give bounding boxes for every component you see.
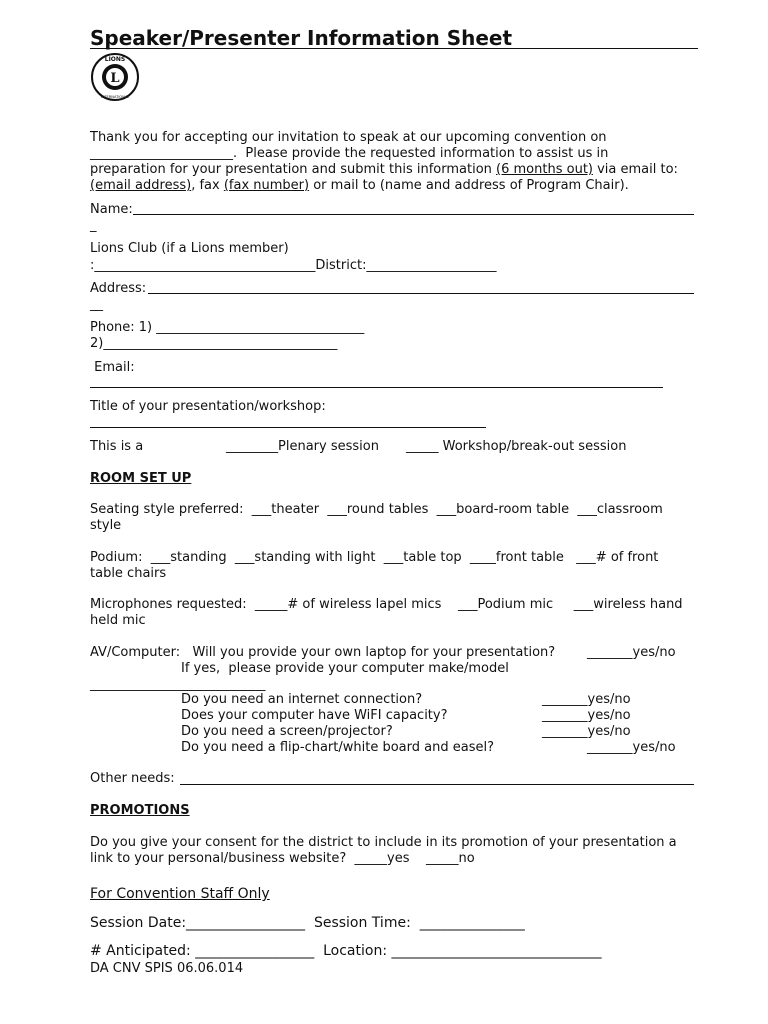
email-field[interactable] <box>90 387 663 388</box>
seating-style-options[interactable]: Seating style preferred: ___theater ___round tables ___board-room table ___classroom <box>90 502 663 517</box>
phone-2-field[interactable]: 2)____________________________________ <box>90 336 338 351</box>
intro-line-3: preparation for your presentation and submit this information (6 months out) via email to: <box>90 162 678 177</box>
session-type-label: This is a <box>90 439 144 454</box>
club-district-field[interactable]: :__________________________________District:____________________ <box>90 258 497 273</box>
wifi-question: Does your computer have WiFI capacity? <box>181 708 448 723</box>
club-label: Lions Club (if a Lions member) <box>90 241 289 256</box>
seating-style-wrap: style <box>90 518 122 533</box>
computer-model-question: If yes, please provide your computer make/model <box>181 661 509 676</box>
name-field-wrap: _ <box>90 218 97 233</box>
intro-line-4: (email address), fax (fax number) or mail to (name and address of Program Chair). <box>90 178 629 193</box>
av-laptop-answer[interactable]: _______yes/no <box>587 645 676 660</box>
microphone-options-wrap: held mic <box>90 613 146 628</box>
other-needs-label: Other needs: <box>90 771 179 786</box>
flipchart-answer[interactable]: _______yes/no <box>587 740 676 755</box>
staff-only-heading: For Convention Staff Only <box>90 886 270 902</box>
intro-line-2[interactable]: ______________________. Please provide the requested information to assist us in <box>90 146 609 161</box>
address-field[interactable] <box>148 293 694 294</box>
promotions-consent-options[interactable]: link to your personal/business website? _____yes _____no <box>90 851 475 866</box>
internet-question: Do you need an internet connection? <box>181 692 423 707</box>
other-needs-field[interactable] <box>180 784 694 785</box>
computer-model-field[interactable]: ___________________________ <box>90 677 266 692</box>
av-laptop-question: AV/Computer: Will you provide your own laptop for your presentation? <box>90 645 556 660</box>
page-title: Speaker/Presenter Information Sheet <box>90 26 513 50</box>
session-date-time-fields[interactable]: Session Date:_________________ Session Time: _______________ <box>90 915 525 931</box>
promotions-heading: PROMOTIONS <box>90 803 190 818</box>
promotions-question: Do you give your consent for the district to include in its promotion of your presentation a <box>90 835 677 850</box>
address-label: Address: <box>90 281 147 296</box>
flipchart-question: Do you need a flip-chart/white board and easel? <box>181 740 494 755</box>
podium-options[interactable]: Podium: ___standing ___standing with light ___table top ____front table ___# of front <box>90 550 659 565</box>
internet-answer[interactable]: _______yes/no <box>542 692 631 707</box>
podium-options-wrap: table chairs <box>90 566 167 581</box>
presentation-title-label: Title of your presentation/workshop: <box>90 399 326 414</box>
room-setup-heading: ROOM SET UP <box>90 471 192 486</box>
title-underline <box>90 48 698 49</box>
lions-logo-icon <box>90 52 140 102</box>
address-field-wrap: __ <box>90 297 103 312</box>
name-field[interactable] <box>133 214 694 215</box>
form-code: DA CNV SPIS 06.06.014 <box>90 961 244 976</box>
logo-text-top: LIONS <box>104 56 126 63</box>
workshop-session-option[interactable]: _____ Workshop/break-out session <box>406 439 627 454</box>
projector-question: Do you need a screen/projector? <box>181 724 393 739</box>
wifi-answer[interactable]: _______yes/no <box>542 708 631 723</box>
logo-letter: L <box>110 71 120 86</box>
projector-answer[interactable]: _______yes/no <box>542 724 631 739</box>
anticipated-location-fields[interactable]: # Anticipated: _________________ Location: ______________________________ <box>90 943 602 959</box>
email-label: Email: <box>90 360 135 375</box>
microphone-options[interactable]: Microphones requested: _____# of wireless lapel mics ___Podium mic ___wireless hand <box>90 597 683 612</box>
presentation-title-field[interactable] <box>90 427 486 428</box>
name-label: Name: <box>90 202 133 217</box>
plenary-session-option[interactable]: ________Plenary session <box>226 439 379 454</box>
logo-text-bottom: INTERNATIONAL <box>100 95 130 99</box>
phone-1-field[interactable]: Phone: 1) ________________________________ <box>90 320 365 335</box>
intro-line-1: Thank you for accepting our invitation to speak at our upcoming convention on <box>90 130 607 145</box>
